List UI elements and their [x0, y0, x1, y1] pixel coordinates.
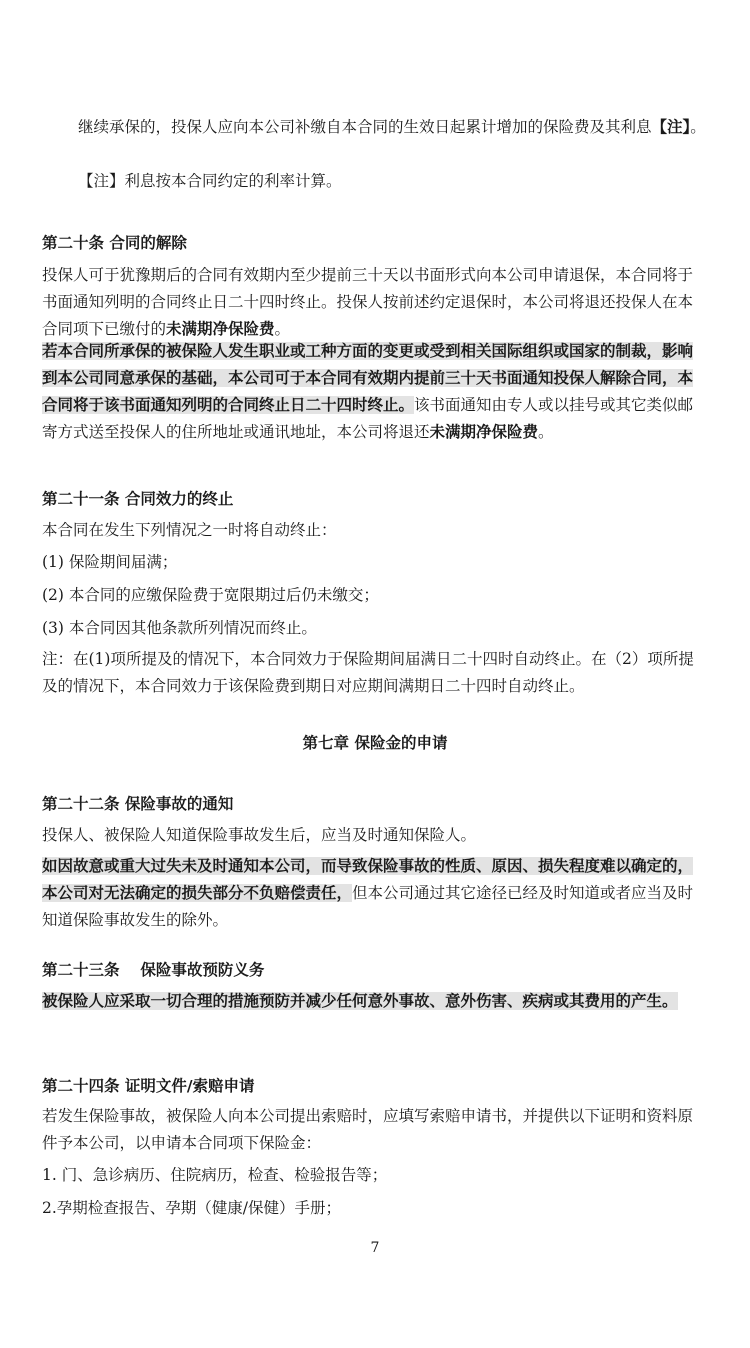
paragraph-text: 。 — [274, 320, 291, 338]
paragraph-text: 但本公司通过其它途径已经及时知道或者应当及时知道保险事故发生的除外。 — [42, 884, 694, 929]
article-23-title: 第二十三条 保险事故预防义务 — [42, 961, 265, 979]
article-22-title: 第二十二条 保险事故的通知 — [42, 795, 234, 813]
paragraph-text: 继续承保的，投保人应向本公司补缴自本合同的生效日起累计增加的保险费及其利息 — [78, 118, 652, 136]
article-24-item-1: 1. 门、急诊病历、住院病历，检查、检验报告等； — [42, 1166, 388, 1184]
paragraph-text: 。 — [538, 423, 554, 441]
article-22-paragraph-1: 投保人、被保险人知道保险事故发生后，应当及时通知保险人。 — [42, 826, 477, 844]
highlighted-text: 若本合同所承保的被保险人发生职业或工种方面的变更或受到相关国际组织或国家的制裁，影响到本公司同意承保的基础，本公司可于本合同有效期内提前三十天书面通知投保人解除合同，本合同将于该书面通知列明的合同终止日二十四时终止。 — [42, 342, 694, 414]
chapter-7-title: 第七章 保险金的申请 — [302, 734, 448, 752]
article-23-paragraph-1 — [42, 988, 708, 1015]
article-22-paragraph-2 — [42, 853, 708, 934]
article-21-note: 注：在(1)项所提及的情况下，本合同效力于保险期间届满日二十四时自动终止。在（2）项所提及的情况下，本合同效力于该保险费到期日对应期间满期日二十四时自动终止。 — [42, 650, 694, 695]
article-20-title: 第二十条 合同的解除 — [42, 234, 187, 252]
note-paragraph: 【注】利息按本合同约定的利率计算。 — [78, 172, 342, 190]
article-21-title: 第二十一条 合同效力的终止 — [42, 490, 234, 508]
bold-term: 未满期净保险费 — [166, 320, 275, 338]
article-20-paragraph-1 — [42, 262, 708, 343]
page-number: 7 — [370, 1240, 380, 1256]
highlighted-text: 被保险人应采取一切合理的措施预防并减少任何意外事故、意外伤害、疾病或其费用的产生。 — [42, 992, 678, 1010]
article-21-item-1: (1) 保险期间届满； — [42, 553, 178, 571]
paragraph-text: 。 — [690, 118, 706, 136]
bold-term: 未满期净保险费 — [429, 423, 539, 441]
article-24-item-2: 2.孕期检查报告、孕期（健康/保健）手册； — [42, 1199, 342, 1217]
paragraph-text: 投保人可于犹豫期后的合同有效期内至少提前三十天以书面形式向本公司申请退保，本合同将于书面通知列明的合同终止日二十四时终止。投保人按前述约定退保时，本公司将退还投保人在本合同项下已缴付的 — [42, 266, 694, 338]
article-21-item-3: (3) 本合同因其他条款所列情况而终止。 — [42, 619, 317, 637]
article-24-paragraph-1: 若发生保险事故，被保险人向本公司提出索赔时，应填写索赔申请书，并提供以下证明和资料原件予本公司，以申请本合同项下保险金： — [42, 1107, 694, 1152]
article-20-paragraph-2 — [42, 338, 708, 446]
article-21-item-2: (2) 本合同的应缴保险费于宽限期过后仍未缴交； — [42, 586, 379, 604]
continued-paragraph — [78, 114, 708, 141]
article-21-intro: 本合同在发生下列情况之一时将自动终止： — [42, 521, 337, 539]
article-24-title: 第二十四条 证明文件/索赔申请 — [42, 1077, 255, 1095]
paragraph-text: 该书面通知由专人或以挂号或其它类似邮寄方式送至投保人的住所地址或通讯地址，本公司将退还 — [42, 396, 694, 441]
note-marker: 【注】 — [651, 118, 691, 136]
highlighted-text: 如因故意或重大过失未及时通知本公司，而导致保险事故的性质、原因、损失程度难以确定的，本公司对无法确定的损失部分不负赔偿责任， — [42, 857, 694, 902]
